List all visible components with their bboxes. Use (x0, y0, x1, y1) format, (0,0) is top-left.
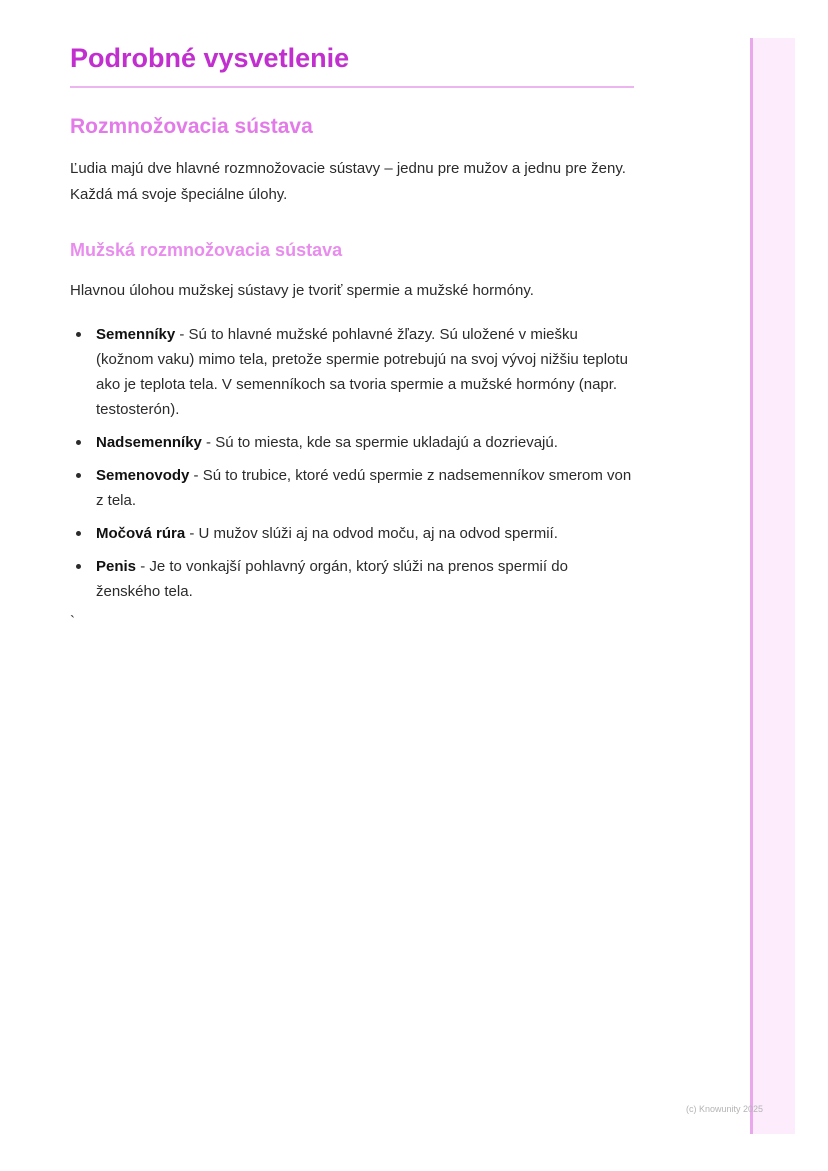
copyright-footer: (c) Knowunity 2025 (686, 1104, 764, 1114)
bullet-icon (76, 332, 81, 337)
list-item-term: Močová rúra (96, 525, 186, 542)
list-item-text: - Sú to hlavné mužské pohlavné žľazy. Sú uložené v miešku (kožnom vaku) mimo tela, pretože spermie potrebujú na svoj vývoj nižšiu teplotu ako je teplota tela. V semenníkoch sa tvoria spermie a mužské hormóny (napr. testosterón). (96, 326, 628, 418)
organ-list (70, 322, 634, 604)
list-item-term: Penis (96, 558, 137, 575)
list-item-term: Semenníky (96, 326, 176, 343)
list-item-text: - Sú to miesta, kde sa spermie ukladajú a dozrievajú. (201, 434, 558, 451)
bullet-icon (76, 440, 81, 445)
subsection-heading: Mužská rozmnožovacia sústava (70, 240, 343, 260)
list-item-term: Nadsemenníky (96, 434, 202, 451)
bullet-icon (76, 531, 81, 536)
bullet-icon (76, 564, 81, 569)
document-page (70, 40, 634, 632)
list-item-text: - U mužov slúži aj na odvod moču, aj na odvod spermií. (185, 525, 558, 542)
list-item-term: Semenovody (96, 467, 190, 484)
list-item (70, 322, 634, 422)
list-item (70, 463, 634, 513)
list-item (70, 521, 634, 546)
section-heading: Rozmnožovacia sústava (70, 115, 313, 138)
page-title: Podrobné vysvetlenie (70, 40, 634, 88)
side-margin-bar (750, 38, 795, 1134)
list-item-text: - Je to vonkajší pohlavný orgán, ktorý slúži na prenos spermií do ženského tela. (96, 558, 568, 600)
list-item-text: - Sú to trubice, ktoré vedú spermie z nadsemenníkov smerom von z tela. (96, 467, 632, 509)
stray-mark: ` (70, 613, 75, 630)
subsection-intro: Hlavnou úlohou mužskej sústavy je tvoriť spermie a mužské hormóny. (70, 282, 534, 299)
list-item (70, 430, 634, 455)
section-intro: Ľudia majú dve hlavné rozmnožovacie sústavy – jednu pre mužov a jednu pre ženy. Každá má svoje špeciálne úlohy. (70, 160, 626, 203)
list-item (70, 554, 634, 604)
bullet-icon (76, 473, 81, 478)
